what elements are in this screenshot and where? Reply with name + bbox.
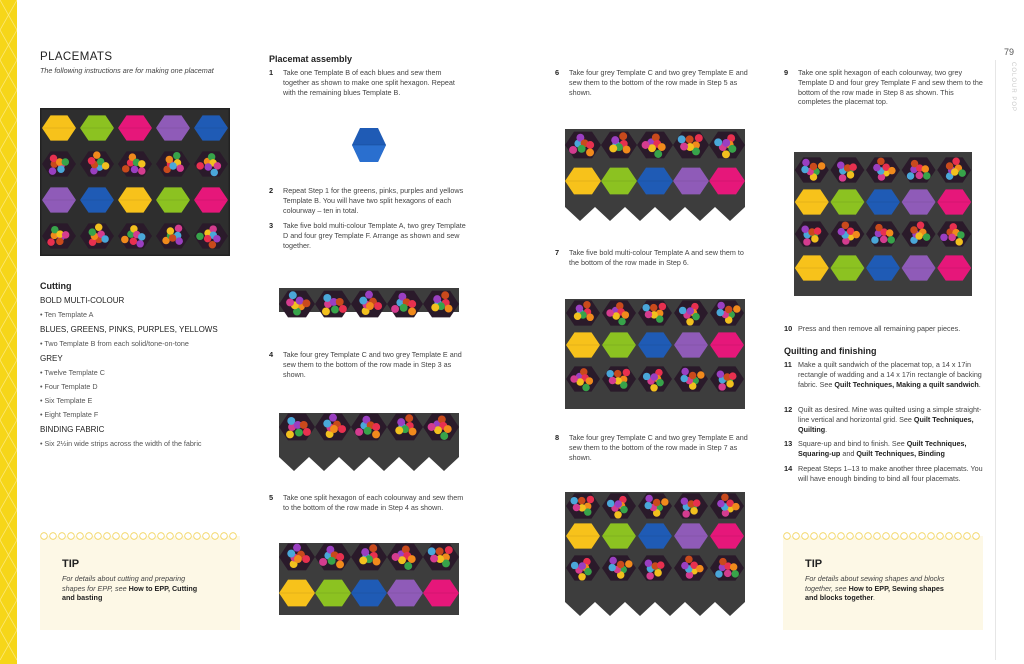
- step-9: 9 Take one split hexagon of each colourway, two grey Template D and four grey Template F and sew them to the bottom of the row made in Step 8 as shown. This completes the placemat top.: [784, 68, 983, 107]
- tip-link[interactable]: How to EPP, Sewing shapes and blocks together: [805, 583, 944, 603]
- dotted-border-icon: [783, 531, 983, 541]
- step-3: 3 Take five bold multi-colour Template A, two grey Template D and four grey Template F. Arrange as shown and sew together.: [269, 221, 466, 250]
- cutting-item: • Twelve Template C: [40, 368, 105, 377]
- tip-title: TIP: [805, 558, 823, 570]
- step-5: 5 Take one split hexagon of each colourway and sew them to the bottom of the row made in Step 4 as shown.: [269, 493, 464, 512]
- step-12: 12 Quilt as desired. Mine was quilted using a simple straight-line vertical and horizontal grid. See Quilt Techniques, Quilting.: [784, 405, 982, 434]
- tip-title: TIP: [62, 558, 80, 570]
- assembly-heading-block: [269, 54, 479, 64]
- finished-placemat-image: [40, 108, 230, 256]
- step-8: 8 Take four grey Template C and two grey Template E and sew them to the bottom of the row made in Step 7 as shown.: [555, 433, 748, 462]
- cutting-group-title: BLUES, GREENS, PINKS, PURPLES, YELLOWS: [40, 325, 218, 334]
- step-5-diagram: [279, 543, 459, 615]
- quilting-heading: Quilting and finishing: [784, 346, 877, 356]
- step-7-diagram: [565, 299, 745, 409]
- binding-link[interactable]: Quilt Techniques, Binding: [856, 448, 945, 458]
- page-number: 79: [1004, 47, 1015, 57]
- step-14: 14 Repeat Steps 1–13 to make another three placemats. You will have enough binding to bind all four placemats.: [784, 464, 983, 483]
- assembly-heading: Placemat assembly: [269, 54, 353, 64]
- cutting-section: [40, 281, 240, 449]
- completed-top-diagram: [794, 152, 972, 296]
- step-1: 1 Take one Template B of each blues and sew them together as shown to make one split hexagon. Repeat with the remaining blues Template B.: [269, 68, 455, 97]
- cutting-group-title: BOLD MULTI-COLOUR: [40, 296, 125, 305]
- step-2: 2 Repeat Step 1 for the greens, pinks, purples and yellows Template B. You will have two split hexagons of each colourway – ten in total.: [269, 186, 464, 215]
- step-3-diagram: [279, 288, 459, 326]
- cutting-item: • Ten Template A: [40, 310, 94, 319]
- page-edge-rule: [995, 60, 996, 660]
- step-4: 4 Take four grey Template C and two grey Template E and sew them to the bottom of the row made in Step 3 as shown.: [269, 350, 462, 379]
- left-column: [40, 52, 240, 76]
- step-10: 10 Press and then remove all remaining paper pieces.: [784, 324, 961, 333]
- cutting-item: • Two Template B from each solid/tone-on-tone: [40, 339, 189, 348]
- diamond-pattern-icon: [0, 0, 17, 664]
- quilting-link[interactable]: Quilt Techniques, Quilting: [798, 414, 974, 434]
- tip-text: For details about sewing shapes and blocks together, see How to EPP, Sewing shapes and blocks together.: [805, 574, 945, 603]
- cutting-item: • Eight Template F: [40, 410, 99, 419]
- step-11: 11 Make a quilt sandwich of the placemat top, a 14 x 17in rectangle of wadding and a 14 x 17in rectangle of backing fabric. See Quilt Techniques, Making a quilt sandwich.: [784, 360, 982, 389]
- step-4-diagram: [279, 413, 459, 471]
- step-6-diagram: [565, 129, 745, 221]
- step-13: 13 Square-up and bind to finish. See Quilt Techniques, Squaring-up and Quilt Techniques, Binding: [784, 439, 967, 458]
- section-title: PLACEMATS: [40, 51, 113, 63]
- tip-text: For details about cutting and preparing shapes for EPP, see How to EPP, Cutting and basting: [62, 574, 198, 603]
- quilt-sandwich-link[interactable]: Quilt Techniques, Making a quilt sandwich: [834, 379, 979, 389]
- step-8-diagram: [565, 492, 745, 616]
- chapter-side-label: COLOUR POP: [1010, 62, 1016, 113]
- dotted-border-icon: [40, 531, 240, 541]
- cutting-group-title: GREY: [40, 354, 63, 363]
- step-7: 7 Take five bold multi-colour Template A and sew them to the bottom of the row made in Step 6.: [555, 248, 744, 267]
- quilting-heading-block: [784, 346, 984, 356]
- intro-text: The following instructions are for making one placemat: [40, 66, 214, 75]
- tip-box-right: [783, 536, 983, 630]
- cutting-item: • Four Template D: [40, 382, 98, 391]
- decorative-yellow-strip: [0, 0, 17, 664]
- cutting-item: • Six 2½in wide strips across the width of the fabric: [40, 439, 202, 448]
- cutting-heading: Cutting: [40, 281, 72, 291]
- squaring-up-link[interactable]: Quilt Techniques, Squaring-up: [798, 439, 967, 458]
- tip-box-left: [40, 536, 240, 630]
- tip-link[interactable]: How to EPP, Cutting and basting: [62, 583, 198, 603]
- cutting-item: • Six Template E: [40, 396, 93, 405]
- cutting-group-title: BINDING FABRIC: [40, 425, 105, 434]
- step-6: 6 Take four grey Template C and two grey Template E and sew them to the bottom of the row made in Step 5 as shown.: [555, 68, 748, 97]
- split-hexagon-diagram: [351, 127, 387, 163]
